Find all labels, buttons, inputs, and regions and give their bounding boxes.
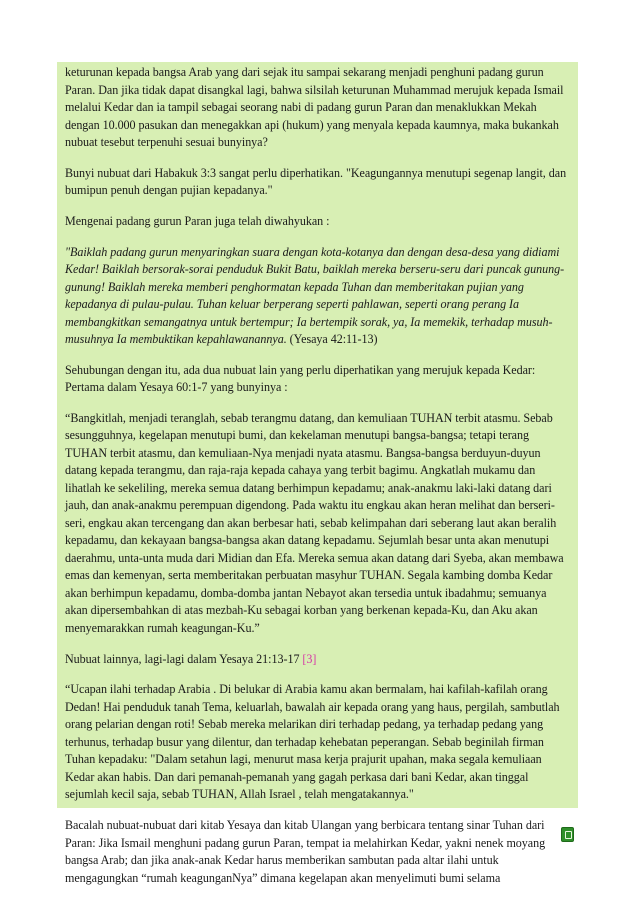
paragraph-7 [65,651,570,669]
paragraph-2: Bunyi nubuat dari Habakuk 3:3 sangat perlu diperhatikan. "Keagungannya menutupi segenap langit, dan bumipun penuh dengan pujian kepadanya." [65,165,567,198]
paragraph-6: “Bangkitlah, menjadi teranglah, sebab terangmu datang, dan kemuliaan TUHAN terbit atasmu. Sebab sesungguhnya, kegelapan menutupi bumi, dan kekelaman menutupi bangsa-bangsa; tetapi terang TUHAN terbit atasmu, dan kemuliaan-Nya menjadi nyata atasmu. Bangsa-bangsa berduyun-duyun datang kepada terangmu, dan raja-raja kepada cahaya yang terbit bagimu. Angkatlah mukamu dan lihatlah ke sekeliling, mereka semua datang berhimpun kepadamu; anak-anakmu laki-laki datang dari jauh, dan anak-anakmu perempuan digendong. Pada waktu itu engkau akan heran melihat dan berseri-seri, engkau akan tercengang dan akan berbesar hati, sebab kelimpahan dari seberang laut akan beralih kepadamu, dan kekayaan bangsa-bangsa akan datang kepadamu. Sejumlah besar unta akan menutupi daerahmu, unta-unta muda dari Midian dan Efa. Mereka semua akan datang dari Syeba, akan membawa emas dan kemenyan, serta memberitakan perbuatan masyhur TUHAN. Segala kambing domba Kedar akan berhimpun kepadamu, domba-domba jantan Nebayot akan tersedia untuk ibadahmu; semuanya akan dipersembahkan di atas mezbah-Ku sebagai korban yang berkenan kepada-Ku, dan Aku akan menyemarakkan rumah keagungan-Ku.” [65,410,564,635]
paragraph-8: “Ucapan ilahi terhadap Arabia . Di belukar di Arabia kamu akan bermalam, hai kafilah-kafilah orang Dedan! Hai penduduk tanah Tema, keluarlah, bawalah air kepada orang yang haus, pergilah, sambutlah orang pelarian dengan roti! Sebab mereka melarikan diri terhadap pedang, ya terhadap pedang yang terhunus, terhadap busur yang dilentur, dan terhadap kehebatan peperangan. Sebab beginilah firman Tuhan kepadaku: "Dalam setahun lagi, menurut masa kerja prajurit upahan, maka segala kemuliaan Kedar akan habis. Dan dari pemanah-pemanah yang gagah perkasa dari bani Kedar, akan tinggal sejumlah kecil saja, sebab TUHAN, Allah Israel , telah mengatakannya." [65,682,560,802]
quote-yesaya-42: "Baiklah padang gurun menyaringkan suara dengan kota-kotanya dan dengan desa-desa yang didiami Kedar! Baiklah bersorak-sorai penduduk Bukit Batu, baiklah mereka berseru-seru dari puncak gunung-gunung! Baiklah mereka memberi penghormatan kepada Tuhan dan memberitakan pujian yang kepadanya di pulau-pulau. Tuhan keluar berperang seperti pahlawan, seperti orang perang Ia membangkitkan semangatnya untuk bertempur; Ia bertempik sorak, ya, Ia memekik, terhadap musuh-musuhnya Ia membuktikan kepahlawanannya. [65,244,565,347]
paragraph-1: keturunan kepada bangsa Arab yang dari sejak itu sampai sekarang menjadi penghuni padang gurun Paran. Dan jika tidak dapat disangkal lagi, bahwa silsilah keturunan Muhammad merujuk kepada Ismail melalui Kedar dan ia tampil sebagai seorang nabi di padang gurun Paran dan menaklukkan Mekah dengan 10.000 pasukan dan menegakkan api (hukum) yang menyala kepada kaumnya, maka bukankah nubuat tesebut terpenuhi sesuai bunyinya? [65,65,564,149]
paragraph-9: Bacalah nubuat-nubuat dari kitab Yesaya dan kitab Ulangan yang berbicara tentang sinar Tuhan dari Paran: Jika Ismail menghuni padang gurun Paran, tempat ia melahirkan Kedar, yakni nenek moyang bangsa Arab; dan jika anak-anak Kedar harus memberikan sambutan pada altar ilahi untuk mengagungkan “rumah keagunganNya” dimana kegelapan akan menyelimuti bumi selama [65,818,546,885]
green-page-icon[interactable] [561,827,574,842]
footnote-link-3[interactable]: [3] [302,651,317,666]
reference-yesaya-42: (Yesaya 42:11-13) [286,332,378,347]
paragraph-4 [65,244,570,349]
paragraph-3: Mengenai padang gurun Paran juga telah diwahyukan : [65,213,330,228]
paragraph-7-text: Nubuat lainnya, lagi-lagi dalam Yesaya 21:13-17 [65,651,303,666]
paragraph-5: Sehubungan dengan itu, ada dua nubuat lain yang perlu diperhatikan yang merujuk kepada Kedar: Pertama dalam Yesaya 60:1-7 yang bunyinya : [65,362,536,395]
document-text-panel [57,62,578,885]
